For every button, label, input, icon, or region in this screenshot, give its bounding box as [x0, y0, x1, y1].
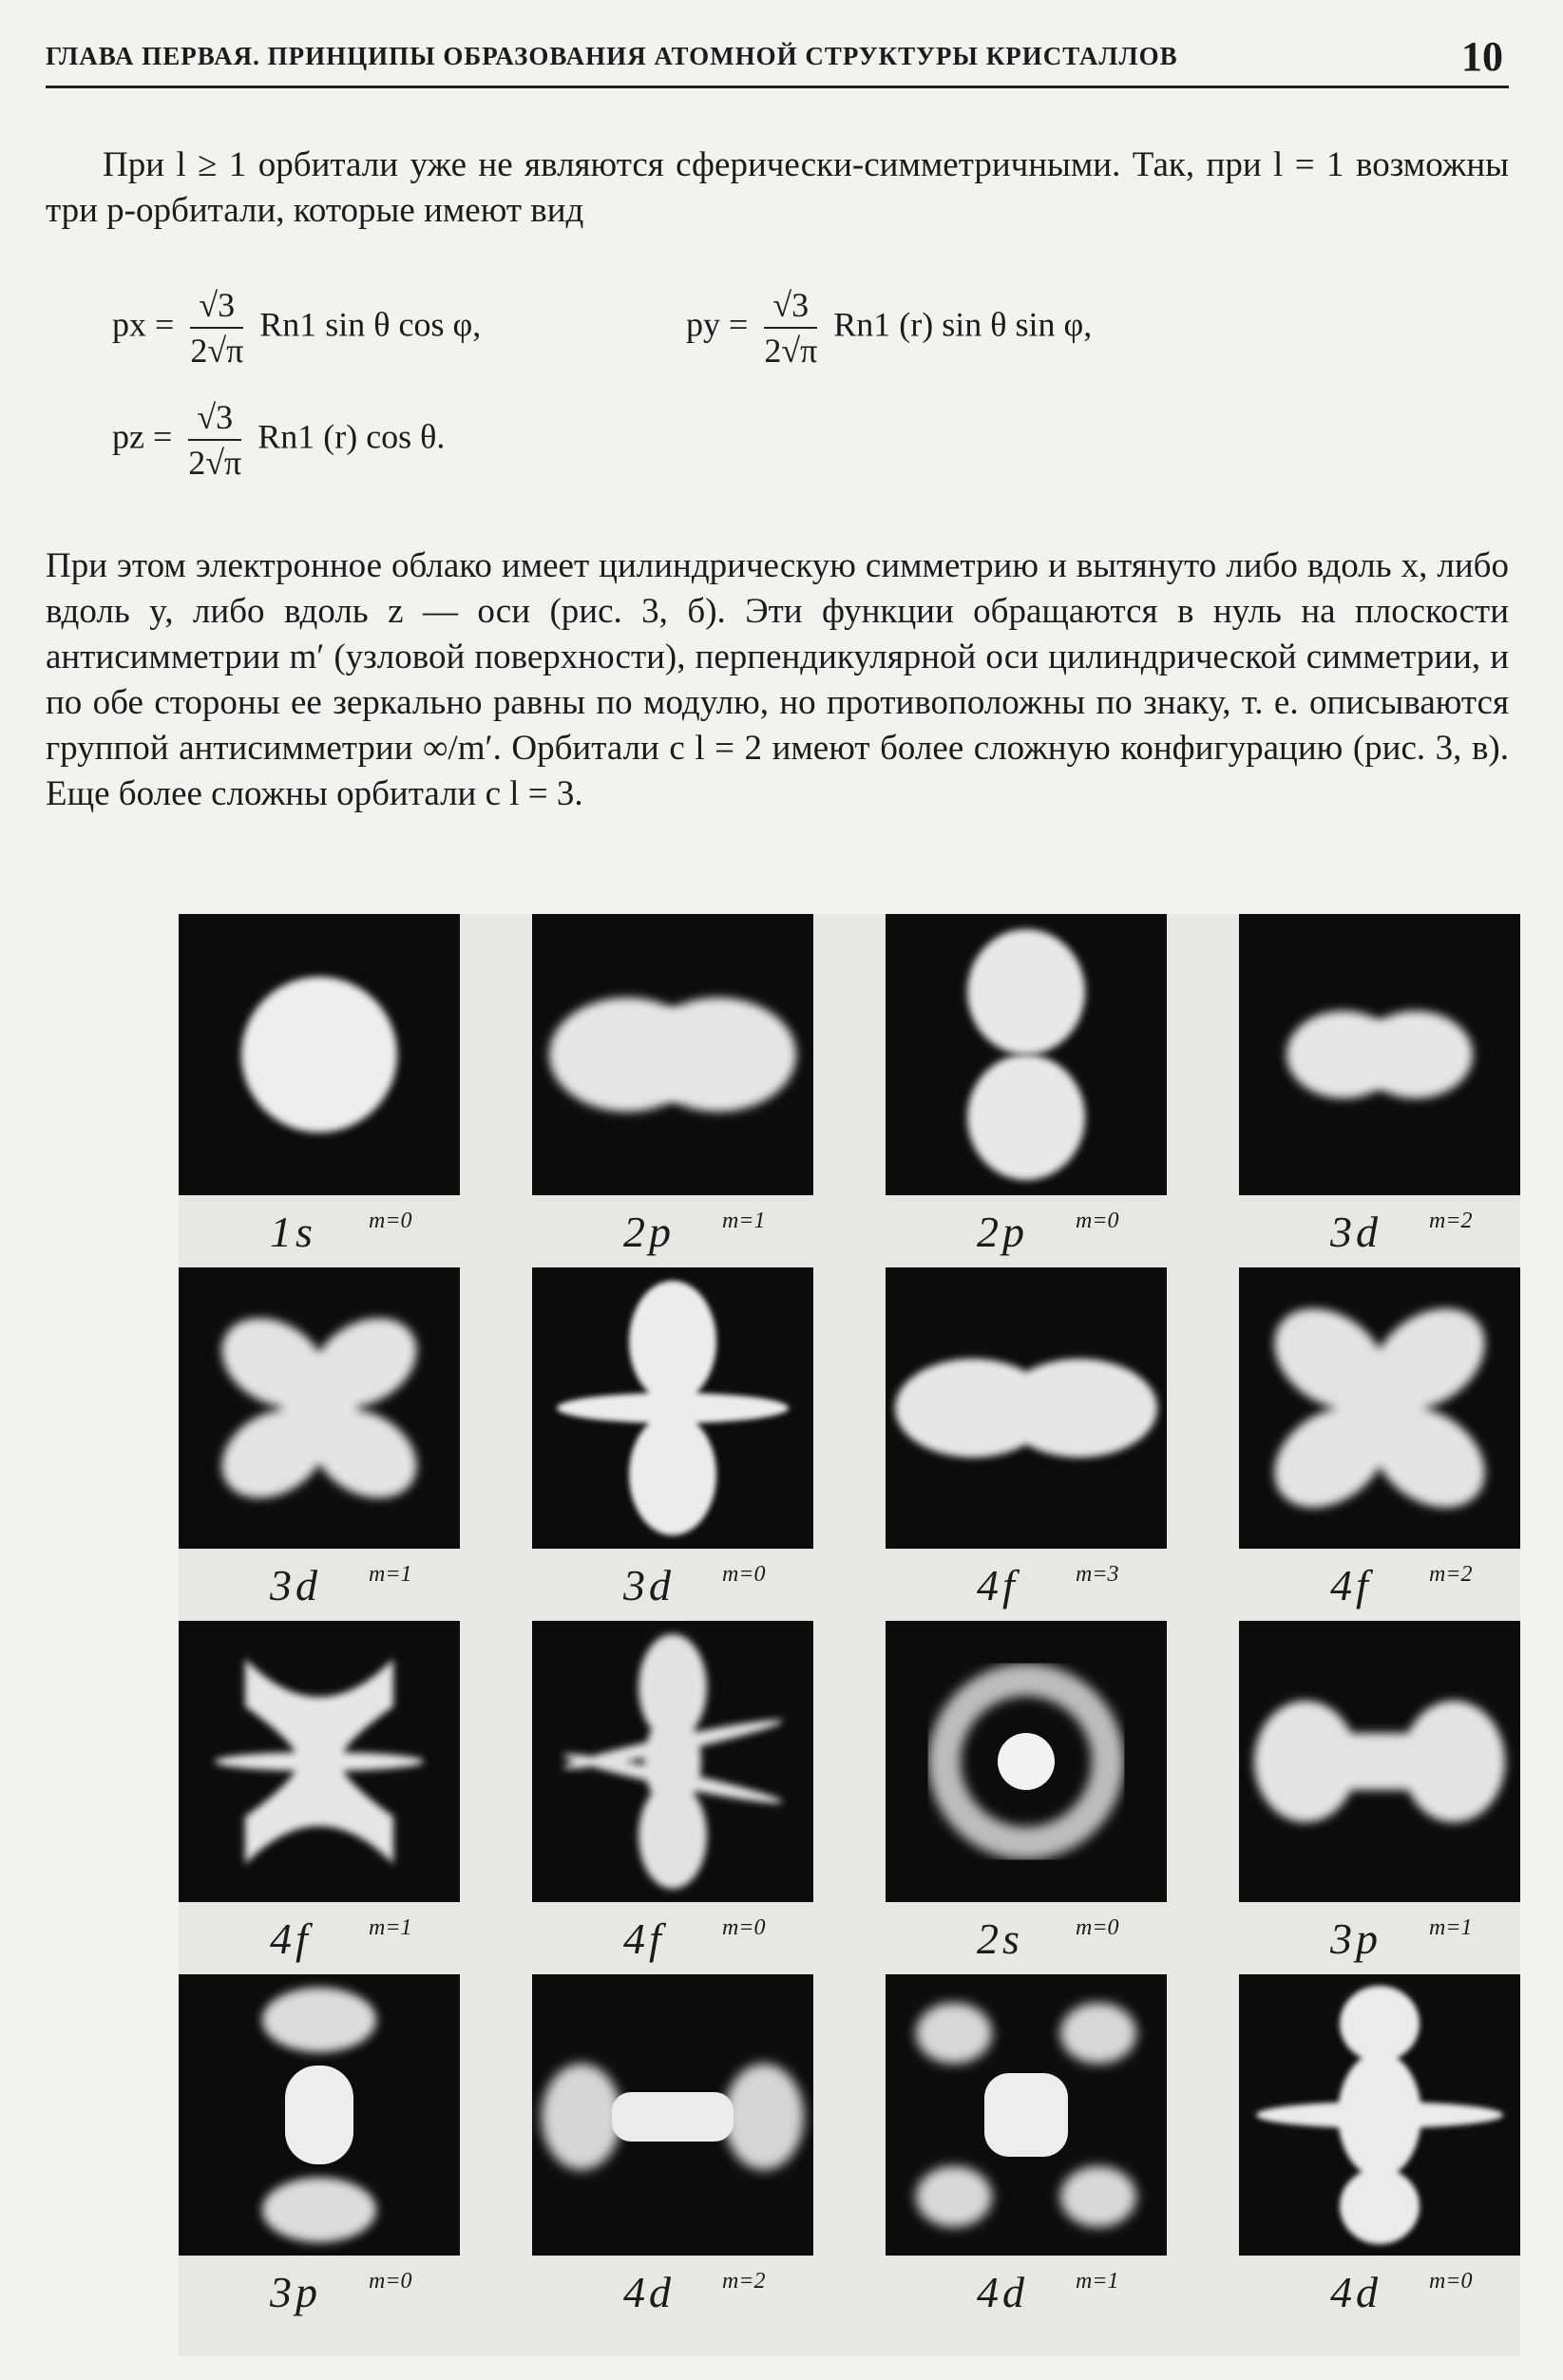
- formula-py-rhs: Rn1 (r) sin θ sin φ,: [833, 305, 1093, 344]
- orbital-caption: [886, 1549, 1167, 1619]
- paragraph-intro: При l ≥ 1 орбитали уже не являются сферически-симметричными. Так, при l = 1 возможны три p-орбитали, которые имеют вид: [46, 145, 1509, 230]
- orbital-caption: [1239, 1902, 1520, 1972]
- orbital-m-value: m=1: [1076, 2269, 1119, 2294]
- orbital-image-4d-m2: [532, 1974, 813, 2256]
- orbital-label: 1s: [270, 1208, 316, 1256]
- orbital-cell: [179, 1267, 460, 1619]
- orbital-m-value: m=3: [1076, 1562, 1119, 1587]
- orbital-label: 3d: [270, 1561, 321, 1609]
- paragraph-body: При этом электронное облако имеет цилиндрическую симметрию и вытянуто либо вдоль x, либо вдоль y, либо вдоль z — оси (рис. 3, б). Эти функции обращаются в нуль на плоскости антисимметрии m′ (узловой поверхности), перпендикулярной оси цилиндрической симметрии, и по обе стороны ее зеркально равны по модулю, но противоположны по знаку, т. е. описываются группой антисимметрии ∞/m′. Орбитали с l = 2 имеют более сложную конфигурацию (рис. 3, в). Еще более сложны орбитали с l = 3.: [46, 546, 1509, 813]
- orbital-m-value: m=2: [1429, 1209, 1473, 1233]
- orbital-label: 3d: [623, 1561, 675, 1609]
- orbital-label: 3p: [1330, 1914, 1382, 1963]
- orbital-image-3d-m2: [1239, 914, 1520, 1195]
- orbital-cell: [886, 1621, 1167, 1972]
- orbital-m-value: m=0: [1076, 1209, 1119, 1233]
- orbital-image-1s-m0: [179, 914, 460, 1195]
- orbital-label: 4f: [270, 1914, 312, 1963]
- orbital-m-value: m=0: [369, 1209, 412, 1233]
- orbital-label: 3d: [1330, 1208, 1382, 1256]
- formula-pz-denominator: 2√π: [188, 444, 242, 482]
- orbital-image-4d-m1: [886, 1974, 1167, 2256]
- orbital-cell: [1239, 1621, 1520, 1972]
- orbital-m-value: m=0: [369, 2269, 412, 2294]
- orbital-label: 4f: [977, 1561, 1019, 1609]
- formula-pz-numerator: √3: [188, 397, 241, 441]
- orbital-image-4d-m0: [1239, 1974, 1520, 2256]
- orbital-label: 2p: [623, 1208, 675, 1256]
- orbital-image-3p-m0: [179, 1974, 460, 2256]
- formula-pz-fraction: [188, 397, 241, 483]
- page-header: [46, 29, 1509, 88]
- orbital-caption: [1239, 1195, 1520, 1266]
- orbital-label: 4f: [623, 1914, 665, 1963]
- orbital-caption: [886, 1902, 1167, 1972]
- orbital-cell: [179, 1621, 460, 1972]
- orbital-image-2p-m1: [532, 914, 813, 1195]
- formula-px-lhs: px =: [112, 305, 175, 344]
- orbital-m-value: m=1: [722, 1209, 766, 1233]
- orbital-image-3d-m0: [532, 1267, 813, 1549]
- orbital-m-value: m=0: [722, 1562, 766, 1587]
- orbital-caption: [532, 1902, 813, 1972]
- formula-pz-lhs: pz =: [112, 417, 173, 456]
- orbital-label: 3p: [270, 2268, 321, 2316]
- orbital-image-3p-m1: [1239, 1621, 1520, 1902]
- orbital-image-2s-m0: [886, 1621, 1167, 1902]
- orbital-m-value: m=2: [722, 2269, 766, 2294]
- formula-py-numerator: √3: [764, 285, 817, 329]
- orbital-image-4f-m2: [1239, 1267, 1520, 1549]
- orbital-image-4f-m3: [886, 1267, 1167, 1549]
- orbital-cell: [532, 1974, 813, 2326]
- orbital-cell: [1239, 1974, 1520, 2326]
- orbital-label: 2p: [977, 1208, 1028, 1256]
- orbital-label: 4d: [977, 2268, 1028, 2316]
- orbital-caption: [886, 2256, 1167, 2326]
- orbital-label: 2s: [977, 1914, 1023, 1963]
- formula-px-rhs: Rn1 sin θ cos φ,: [259, 305, 482, 344]
- orbital-image-3d-m1: [179, 1267, 460, 1549]
- formula-py: [686, 285, 1092, 371]
- orbital-cell: [532, 914, 813, 1266]
- formula-py-fraction: [764, 285, 817, 371]
- orbital-m-value: m=1: [369, 1915, 412, 1940]
- orbital-cell: [886, 914, 1167, 1266]
- orbital-caption: [1239, 2256, 1520, 2326]
- orbital-m-value: m=1: [369, 1562, 412, 1587]
- formula-py-denominator: 2√π: [764, 332, 818, 370]
- orbital-cell: [179, 1974, 460, 2326]
- formula-px-denominator: 2√π: [190, 332, 244, 370]
- orbital-cell: [1239, 914, 1520, 1266]
- orbital-cell: [532, 1621, 813, 1972]
- formula-px-numerator: √3: [190, 285, 243, 329]
- formula-px: [112, 285, 481, 371]
- orbital-m-value: m=2: [1429, 1562, 1473, 1587]
- orbital-caption: [532, 1195, 813, 1266]
- orbital-label: 4d: [623, 2268, 675, 2316]
- orbital-cell: [886, 1267, 1167, 1619]
- orbital-cell: [179, 914, 460, 1266]
- orbital-caption: [532, 1549, 813, 1619]
- orbital-label: 4f: [1330, 1561, 1372, 1609]
- chapter-title: ГЛАВА ПЕРВАЯ. ПРИНЦИПЫ ОБРАЗОВАНИЯ АТОМНОЙ СТРУКТУРЫ КРИСТАЛЛОВ: [46, 42, 1178, 70]
- orbital-cell: [532, 1267, 813, 1619]
- page-number: 10: [1461, 33, 1503, 80]
- orbital-image-2p-m0: [886, 914, 1167, 1195]
- formula-pz: [112, 397, 445, 483]
- orbital-m-value: m=0: [1076, 1915, 1119, 1940]
- orbital-caption: [179, 1549, 460, 1619]
- orbital-image-4f-m1: [179, 1621, 460, 1902]
- orbital-caption: [886, 1195, 1167, 1266]
- formula-px-fraction: [190, 285, 243, 371]
- orbital-label: 4d: [1330, 2268, 1382, 2316]
- orbital-caption: [179, 1195, 460, 1266]
- orbital-caption: [179, 1902, 460, 1972]
- orbital-caption: [1239, 1549, 1520, 1619]
- formula-pz-rhs: Rn1 (r) cos θ.: [257, 417, 446, 456]
- orbital-m-value: m=0: [722, 1915, 766, 1940]
- orbital-m-value: m=0: [1429, 2269, 1473, 2294]
- orbital-m-value: m=1: [1429, 1915, 1473, 1940]
- orbital-caption: [179, 2256, 460, 2326]
- orbital-figure: [179, 914, 1520, 2356]
- orbital-caption: [532, 2256, 813, 2326]
- formula-py-lhs: py =: [686, 305, 749, 344]
- orbital-cell: [1239, 1267, 1520, 1619]
- orbital-cell: [886, 1974, 1167, 2326]
- orbital-image-4f-m0: [532, 1621, 813, 1902]
